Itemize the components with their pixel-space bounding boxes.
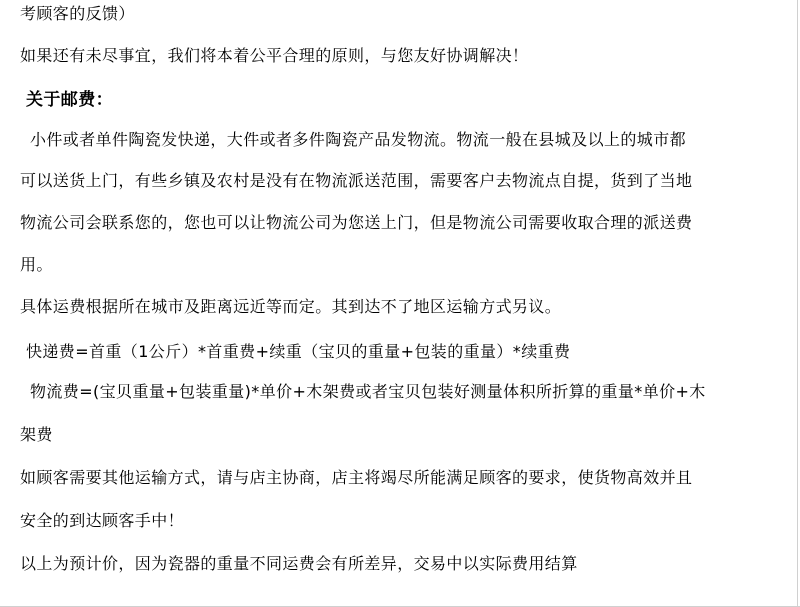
- text-line-postage-1: 小件或者单件陶瓷发快递，大件或者多件陶瓷产品发物流。物流一般在县城及以上的城市都: [30, 130, 687, 149]
- page-right-border: [797, 0, 798, 607]
- text-line-resolution: 如果还有未尽事宜，我们将本着公平合理的原则，与您友好协调解决！: [20, 46, 529, 65]
- formula-logistics-fee-1: 物流费=(宝贝重量+包装重量)*单价+木架费或者宝贝包装好测量体积所折算的重量*单价+木: [30, 382, 706, 401]
- section-heading-postage: 关于邮费：: [26, 90, 113, 110]
- text-line-postage-2: 可以送货上门，有些乡镇及农村是没有在物流派送范围，需要客户去物流点自提，货到了当地: [20, 171, 693, 190]
- text-line-estimate-note: 以上为预计价，因为瓷器的重量不同运费会有所差异，交易中以实际费用结算: [20, 554, 578, 573]
- text-line-other-shipping-2: 安全的到达顾客手中！: [20, 511, 185, 530]
- text-line-shipping-cost: 具体运费根据所在城市及距离远近等而定。其到达不了地区运输方式另议。: [20, 297, 562, 316]
- text-line-other-shipping-1: 如顾客需要其他运输方式，请与店主协商，店主将竭尽所能满足顾客的要求，使货物高效并且: [20, 468, 693, 487]
- text-line-postage-4: 用。: [20, 255, 53, 274]
- text-line-postage-3: 物流公司会联系您的，您也可以让物流公司为您送上门，但是物流公司需要收取合理的派送费: [20, 213, 693, 232]
- formula-logistics-fee-2: 架费: [20, 425, 53, 444]
- text-line-feedback-end: 考顾客的反馈）: [20, 4, 135, 23]
- formula-express-fee: 快递费=首重（1公斤）*首重费+续重（宝贝的重量+包装的重量）*续重费: [26, 342, 571, 361]
